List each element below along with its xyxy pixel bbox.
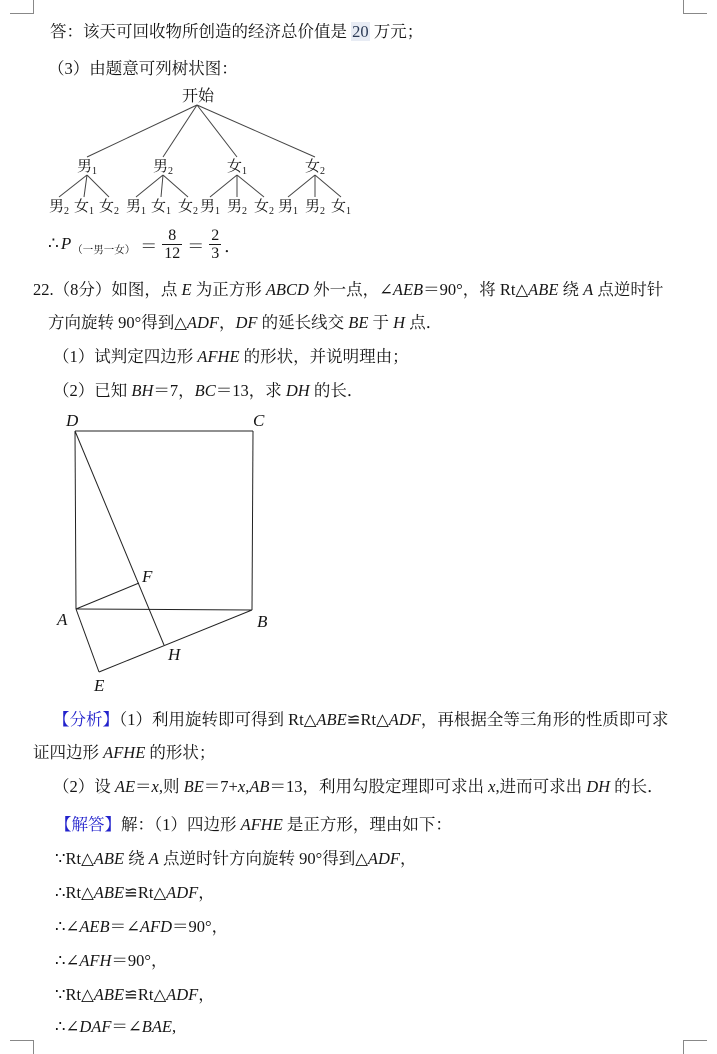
text-run: ABE: [93, 883, 125, 902]
figure-point-label-C: C: [253, 411, 265, 430]
text-run: 绕: [558, 280, 584, 299]
page-corner-mark-bottom-right: [683, 1040, 707, 1054]
text-run: AFD: [139, 917, 172, 936]
text-run: ，再根据全等三角形的性质即可求: [420, 710, 669, 729]
text-run: ,进而可求出: [495, 777, 587, 796]
probability-formula: [48, 221, 241, 267]
tree-root-label: 开始: [181, 88, 215, 105]
text-run: A: [148, 849, 159, 868]
text-run: （1）利用旋转即可得到 Rt△: [119, 710, 317, 729]
diagram-line: [136, 175, 163, 197]
text-run: ∴∠: [55, 917, 80, 936]
text-run: ＝: [135, 777, 152, 796]
text-run: ,: [171, 1017, 177, 1036]
text-run: （2）已知: [53, 381, 132, 400]
geometry-figure-square-abcd: [40, 405, 290, 705]
text-run: ，: [198, 985, 215, 1004]
text-run: AFHE: [103, 743, 146, 762]
text-run: H: [393, 313, 406, 332]
tree-level3-label: 女$_2$: [98, 199, 120, 217]
solution-line-6: [55, 985, 215, 1005]
text-run: （2）设: [53, 777, 115, 796]
text-run: 外一点，∠: [308, 280, 393, 299]
text-run: E: [181, 280, 192, 299]
figure-point-label-A: A: [57, 610, 68, 629]
tree-level2-label: 女$_2$: [304, 159, 326, 177]
text-run: ＝∠: [109, 917, 140, 936]
tree-level3-label: 男$_1$: [125, 199, 147, 217]
text-run: 的长．: [610, 777, 664, 796]
text-run: ，: [219, 313, 236, 332]
problem-22-subquestion-2: [53, 381, 363, 401]
text-run: x: [151, 777, 159, 796]
text-run: x: [488, 777, 496, 796]
text-run: 的形状，并说明理由；: [239, 347, 409, 366]
text-run: 万元；: [369, 22, 424, 41]
tree-level3-label: 男$_1$: [277, 199, 299, 217]
tree-level2-label: 女$_1$: [226, 159, 248, 177]
figure-point-label-B: B: [257, 612, 268, 631]
text-run: ADF: [186, 313, 219, 332]
diagram-line: [76, 609, 252, 610]
tree-level3-label: 女$_2$: [253, 199, 275, 217]
text-run: ABE: [93, 849, 125, 868]
diagram-line: [161, 175, 163, 197]
figure-point-label-H: H: [168, 645, 181, 664]
solution-line-2: [55, 849, 417, 869]
tree-level2-label: 男$_1$: [76, 159, 98, 177]
text-run: ABCD: [265, 280, 309, 299]
text-run: （1）试判定四边形: [53, 347, 198, 366]
text-run: ,则: [158, 777, 184, 796]
text-run: 证四边形: [33, 743, 104, 762]
text-run: 点逆时针: [593, 280, 664, 299]
analysis-line-2: [33, 743, 215, 763]
diagram-line: [76, 583, 139, 609]
problem-22-subquestion-1: [53, 347, 409, 367]
page-corner-mark-bottom-left: [10, 1040, 34, 1054]
text-run: 【分析】: [53, 710, 119, 729]
diagram-line: [237, 175, 264, 197]
text-run: DH: [285, 381, 310, 400]
text-run: 为正方形: [191, 280, 266, 299]
text-run: ,: [245, 777, 250, 796]
solution-line-3: [55, 883, 215, 903]
text-run: ，: [400, 849, 417, 868]
text-run: AEB: [79, 917, 110, 936]
text-run: ＝13，求: [215, 381, 286, 400]
diagram-line: [84, 175, 87, 197]
diagram-line: [288, 175, 315, 197]
text-run: ∴Rt△: [55, 883, 94, 902]
fraction-2-3: [209, 228, 221, 261]
tree-level3-label: 男$_2$: [48, 199, 70, 217]
text-run: BC: [194, 381, 216, 400]
text-run: ＝90°，: [171, 917, 229, 936]
text-run: ABE: [528, 280, 559, 299]
diagram-line: [197, 105, 237, 157]
problem-22-line-1: [33, 280, 663, 300]
tree-level3-label: 男$_2$: [226, 199, 248, 217]
probability-variable: P: [60, 234, 72, 253]
diagram-line: [75, 431, 76, 609]
text-run: ADF: [166, 985, 199, 1004]
fraction-denominator: 3: [211, 244, 220, 262]
diagram-line: [75, 431, 164, 645]
diagram-line: [163, 175, 188, 197]
analysis-line-1: [53, 710, 668, 730]
tree-level3-label: 女$_2$: [177, 199, 199, 217]
text-run: ＝7+: [203, 777, 238, 796]
text-run: DH: [586, 777, 611, 796]
text-run: 答：该天可回收物所创造的经济总价值是: [50, 22, 352, 41]
text-run: AEB: [392, 280, 424, 299]
text-run: BE: [183, 777, 204, 796]
text-run: 【解答】: [55, 815, 121, 834]
text-run: （3）由题意可列树状图：: [48, 59, 238, 78]
text-run: AE: [114, 777, 136, 796]
text-run: 的长．: [309, 381, 364, 400]
text-run: AFHE: [197, 347, 240, 366]
text-run: ≌Rt△: [124, 883, 167, 902]
text-run: ＝7，: [153, 381, 195, 400]
text-run: 点逆时针方向旋转 90°得到△: [158, 849, 368, 868]
equals-sign: ＝: [140, 236, 158, 256]
text-run: 绕: [124, 849, 149, 868]
text-run: BAE: [141, 1017, 172, 1036]
tree-level2-label: 男$_2$: [152, 159, 174, 177]
text-run: ＝13，利用勾股定理即可求出: [269, 777, 489, 796]
page-corner-mark-top-left: [10, 0, 34, 14]
part3-heading: [48, 59, 238, 79]
text-run: x: [237, 777, 246, 796]
text-run: 于: [368, 313, 394, 332]
text-run: 20: [352, 22, 369, 41]
text-run: ＝90°，: [111, 951, 168, 970]
diagram-line: [59, 175, 87, 197]
text-run: ∴∠: [55, 1017, 80, 1036]
diagram-line: [315, 175, 341, 197]
fraction-numerator: 8: [168, 226, 177, 244]
tree-level3-label: 女$_1$: [330, 199, 352, 217]
tree-level3-label: 女$_1$: [73, 199, 95, 217]
text-run: ABE: [316, 710, 347, 729]
text-run: ，: [198, 883, 215, 902]
text-run: A: [583, 280, 594, 299]
solution-line-7: [55, 1017, 176, 1037]
text-run: 是正方形，理由如下：: [282, 815, 452, 834]
therefore-symbol: ∴: [48, 234, 59, 253]
problem-22-line-2: [48, 313, 442, 333]
text-run: 方向旋转 90°得到△: [48, 313, 187, 332]
text-run: ≌Rt△: [124, 985, 167, 1004]
text-run: ＝∠: [111, 1017, 142, 1036]
tree-level3-label: 男$_2$: [304, 199, 326, 217]
text-run: BE: [348, 313, 369, 332]
text-run: ADF: [367, 849, 400, 868]
text-run: 的形状；: [145, 743, 216, 762]
text-run: DAF: [79, 1017, 112, 1036]
answer-line: [50, 22, 423, 42]
tree-level3-label: 男$_1$: [199, 199, 221, 217]
text-run: AB: [249, 777, 270, 796]
text-run: 的延长线交: [257, 313, 349, 332]
page-corner-mark-top-right: [683, 0, 707, 14]
text-run: AFHE: [240, 815, 283, 834]
text-run: ＝90°，将 Rt△: [423, 280, 529, 299]
text-run: ADF: [166, 883, 199, 902]
text-run: AFH: [79, 951, 112, 970]
text-run: ADF: [388, 710, 421, 729]
text-run: ∵Rt△: [55, 849, 94, 868]
tree-level3-label: 女$_1$: [150, 199, 172, 217]
equals-sign: ＝: [187, 236, 205, 256]
diagram-line: [197, 105, 315, 157]
text-run: 点．: [405, 313, 443, 332]
diagram-line: [76, 609, 99, 672]
text-run: 22.（8分）如图，点: [33, 280, 182, 299]
solution-line-4: [55, 917, 228, 937]
diagram-line: [87, 175, 109, 197]
solution-line-1: [55, 815, 452, 835]
probability-tree-diagram: [40, 85, 375, 220]
text-run: 解：（1）四边形: [121, 815, 241, 834]
solution-line-5: [55, 951, 168, 971]
fraction-8-12: [162, 228, 182, 261]
text-run: ∵Rt△: [55, 985, 94, 1004]
text-run: DF: [235, 313, 258, 332]
figure-point-label-E: E: [94, 676, 105, 695]
period: ．: [224, 236, 242, 256]
probability-subscript: （一男一女）: [72, 244, 136, 256]
figure-point-label-F: F: [142, 567, 153, 586]
figure-point-label-D: D: [66, 411, 79, 430]
fraction-numerator: 2: [211, 226, 220, 244]
text-run: ∴∠: [55, 951, 80, 970]
analysis-line-3: [53, 777, 664, 797]
text-run: BH: [131, 381, 154, 400]
diagram-line: [252, 431, 253, 610]
text-run: ABE: [93, 985, 125, 1004]
fraction-denominator: 12: [164, 244, 181, 262]
text-run: ≌Rt△: [346, 710, 389, 729]
diagram-line: [210, 175, 237, 197]
